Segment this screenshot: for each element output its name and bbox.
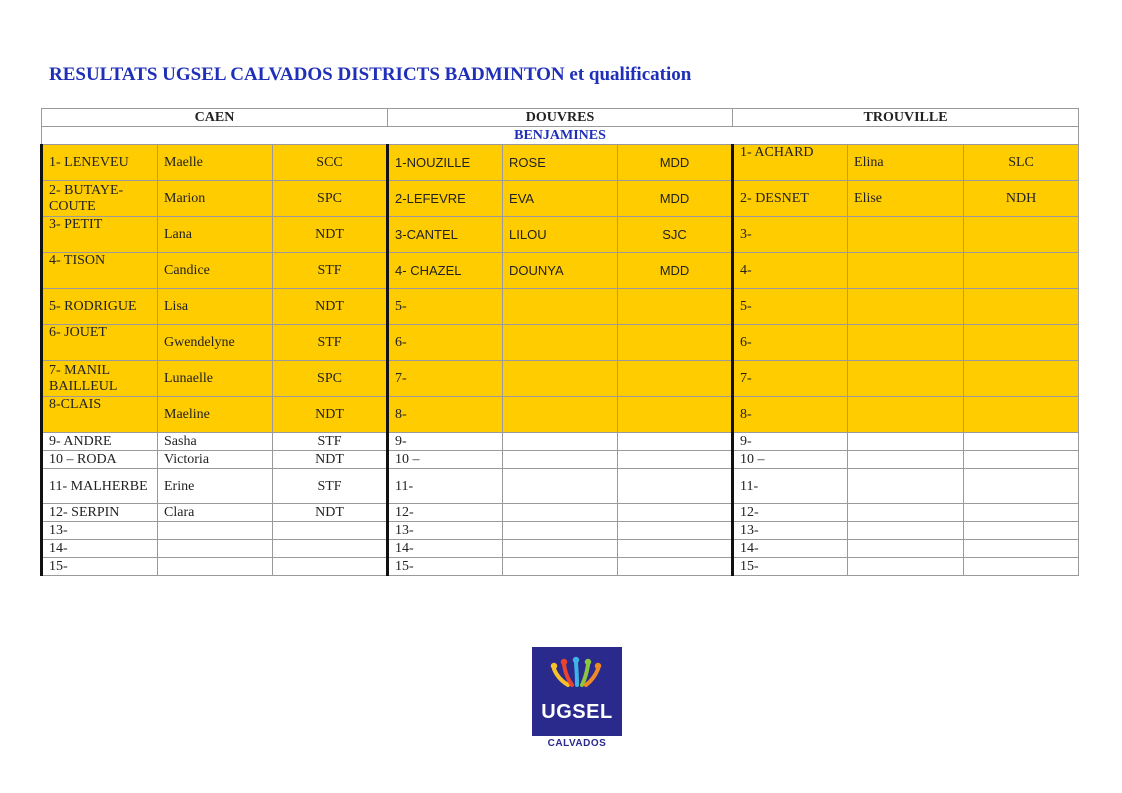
caen-rank-cell: 5- RODRIGUE — [42, 289, 158, 325]
douvres-club-cell: MDD — [618, 145, 733, 181]
douvres-club-cell: SJC — [618, 217, 733, 253]
douvres-club-cell — [618, 289, 733, 325]
trouville-rank-cell: 7- — [733, 361, 848, 397]
caen-club-cell — [273, 540, 388, 558]
caen-name-cell: Lana — [158, 217, 273, 253]
title-suffix: et qualification — [569, 64, 692, 85]
caen-rank-cell: 8-CLAIS — [42, 397, 158, 433]
douvres-club-cell — [618, 361, 733, 397]
caen-club-cell: NDT — [273, 217, 388, 253]
caen-club-cell: NDT — [273, 451, 388, 469]
caen-name-cell: Lisa — [158, 289, 273, 325]
douvres-rank-cell: 5- — [388, 289, 503, 325]
caen-name-cell: Marion — [158, 181, 273, 217]
trouville-name-cell — [848, 558, 964, 576]
douvres-rank-cell: 14- — [388, 540, 503, 558]
douvres-name-cell — [503, 397, 618, 433]
category-row — [42, 127, 1079, 145]
caen-club-cell: NDT — [273, 397, 388, 433]
douvres-rank-cell: 13- — [388, 522, 503, 540]
trouville-club-cell: NDH — [964, 181, 1079, 217]
trouville-rank-cell: 2- DESNET — [733, 181, 848, 217]
trouville-rank-cell: 4- — [733, 253, 848, 289]
trouville-name-cell — [848, 289, 964, 325]
douvres-name-cell — [503, 504, 618, 522]
caen-club-cell: SCC — [273, 145, 388, 181]
result-row — [42, 433, 1079, 451]
caen-club-cell: STF — [273, 433, 388, 451]
trouville-club-cell — [964, 504, 1079, 522]
trouville-club-cell — [964, 540, 1079, 558]
caen-name-cell: Maelle — [158, 145, 273, 181]
caen-rank-cell: 10 – RODA — [42, 451, 158, 469]
caen-rank-cell: 1- LENEVEU — [42, 145, 158, 181]
caen-club-cell: STF — [273, 469, 388, 504]
trouville-rank-cell: 13- — [733, 522, 848, 540]
douvres-rank-cell: 12- — [388, 504, 503, 522]
trouville-club-cell — [964, 325, 1079, 361]
douvres-rank-cell: 3-CANTEL — [388, 217, 503, 253]
caen-rank-cell: 3- PETIT — [42, 217, 158, 253]
douvres-rank-cell: 2-LEFEVRE — [388, 181, 503, 217]
caen-name-cell — [158, 558, 273, 576]
douvres-club-cell — [618, 451, 733, 469]
trouville-name-cell — [848, 469, 964, 504]
result-row — [42, 540, 1079, 558]
douvres-rank-cell: 15- — [388, 558, 503, 576]
district-header-caen: CAEN — [42, 109, 388, 127]
douvres-rank-cell: 11- — [388, 469, 503, 504]
caen-name-cell: Erine — [158, 469, 273, 504]
result-row — [42, 145, 1079, 181]
caen-rank-cell: 13- — [42, 522, 158, 540]
result-row — [42, 289, 1079, 325]
douvres-name-cell: EVA — [503, 181, 618, 217]
result-row — [42, 504, 1079, 522]
caen-name-cell: Maeline — [158, 397, 273, 433]
result-row — [42, 181, 1079, 217]
trouville-rank-cell: 12- — [733, 504, 848, 522]
result-row — [42, 217, 1079, 253]
trouville-club-cell — [964, 217, 1079, 253]
result-row — [42, 397, 1079, 433]
douvres-rank-cell: 10 – — [388, 451, 503, 469]
caen-rank-cell: 15- — [42, 558, 158, 576]
trouville-rank-cell: 10 – — [733, 451, 848, 469]
trouville-club-cell — [964, 451, 1079, 469]
douvres-rank-cell: 6- — [388, 325, 503, 361]
caen-rank-cell: 2- BUTAYE-COUTE — [42, 181, 158, 217]
caen-name-cell: Gwendelyne — [158, 325, 273, 361]
douvres-name-cell: LILOU — [503, 217, 618, 253]
trouville-rank-cell: 9- — [733, 433, 848, 451]
trouville-name-cell — [848, 217, 964, 253]
trouville-name-cell — [848, 540, 964, 558]
trouville-name-cell — [848, 522, 964, 540]
trouville-club-cell — [964, 433, 1079, 451]
caen-club-cell: SPC — [273, 361, 388, 397]
district-header-trouville: TROUVILLE — [733, 109, 1079, 127]
douvres-club-cell — [618, 397, 733, 433]
result-row — [42, 558, 1079, 576]
douvres-club-cell: MDD — [618, 181, 733, 217]
caen-name-cell: Lunaelle — [158, 361, 273, 397]
results-table — [40, 108, 1079, 576]
caen-name-cell: Clara — [158, 504, 273, 522]
douvres-name-cell — [503, 433, 618, 451]
caen-name-cell — [158, 540, 273, 558]
trouville-rank-cell: 14- — [733, 540, 848, 558]
caen-rank-cell: 4- TISON — [42, 253, 158, 289]
trouville-name-cell — [848, 253, 964, 289]
logo-subtitle: CALVADOS — [547, 738, 607, 749]
ugsel-logo — [532, 647, 622, 736]
result-row — [42, 253, 1079, 289]
douvres-club-cell — [618, 433, 733, 451]
douvres-name-cell — [503, 451, 618, 469]
douvres-club-cell: MDD — [618, 253, 733, 289]
trouville-name-cell: Elina — [848, 145, 964, 181]
caen-rank-cell: 6- JOUET — [42, 325, 158, 361]
trouville-club-cell — [964, 253, 1079, 289]
trouville-name-cell — [848, 433, 964, 451]
district-header-row — [42, 109, 1079, 127]
douvres-club-cell — [618, 522, 733, 540]
trouville-name-cell: Elise — [848, 181, 964, 217]
trouville-rank-cell: 11- — [733, 469, 848, 504]
trouville-rank-cell: 8- — [733, 397, 848, 433]
caen-name-cell: Victoria — [158, 451, 273, 469]
douvres-name-cell — [503, 540, 618, 558]
trouville-name-cell — [848, 504, 964, 522]
douvres-name-cell: ROSE — [503, 145, 618, 181]
result-row — [42, 325, 1079, 361]
category-label: BENJAMINES — [42, 127, 1079, 145]
caen-club-cell: NDT — [273, 289, 388, 325]
douvres-rank-cell: 7- — [388, 361, 503, 397]
trouville-rank-cell: 3- — [733, 217, 848, 253]
result-row — [42, 522, 1079, 540]
douvres-club-cell — [618, 504, 733, 522]
trouville-name-cell — [848, 451, 964, 469]
caen-club-cell: STF — [273, 253, 388, 289]
trouville-rank-cell: 15- — [733, 558, 848, 576]
trouville-club-cell — [964, 397, 1079, 433]
trouville-name-cell — [848, 397, 964, 433]
caen-club-cell: NDT — [273, 504, 388, 522]
trouville-club-cell — [964, 289, 1079, 325]
result-row — [42, 361, 1079, 397]
douvres-name-cell — [503, 558, 618, 576]
trouville-club-cell — [964, 469, 1079, 504]
result-row — [42, 451, 1079, 469]
caen-rank-cell: 12- SERPIN — [42, 504, 158, 522]
caen-name-cell: Candice — [158, 253, 273, 289]
douvres-name-cell: DOUNYA — [503, 253, 618, 289]
douvres-name-cell — [503, 325, 618, 361]
logo-word: UGSEL — [541, 701, 613, 723]
caen-name-cell: Sasha — [158, 433, 273, 451]
caen-rank-cell: 14- — [42, 540, 158, 558]
douvres-name-cell — [503, 361, 618, 397]
trouville-name-cell — [848, 361, 964, 397]
douvres-club-cell — [618, 325, 733, 361]
douvres-name-cell — [503, 469, 618, 504]
trouville-club-cell — [964, 522, 1079, 540]
trouville-rank-cell: 6- — [733, 325, 848, 361]
douvres-club-cell — [618, 540, 733, 558]
caen-rank-cell: 9- ANDRE — [42, 433, 158, 451]
caen-club-cell: SPC — [273, 181, 388, 217]
trouville-rank-cell: 5- — [733, 289, 848, 325]
caen-rank-cell: 7- MANIL BAILLEUL — [42, 361, 158, 397]
douvres-rank-cell: 8- — [388, 397, 503, 433]
trouville-club-cell — [964, 361, 1079, 397]
trouville-club-cell: SLC — [964, 145, 1079, 181]
douvres-club-cell — [618, 558, 733, 576]
douvres-rank-cell: 4- CHAZEL — [388, 253, 503, 289]
caen-name-cell — [158, 522, 273, 540]
douvres-name-cell — [503, 289, 618, 325]
trouville-club-cell — [964, 558, 1079, 576]
douvres-club-cell — [618, 469, 733, 504]
caen-club-cell — [273, 522, 388, 540]
caen-club-cell — [273, 558, 388, 576]
trouville-name-cell — [848, 325, 964, 361]
title-main: RESULTATS UGSEL CALVADOS DISTRICTS BADMINTON — [49, 64, 565, 85]
caen-rank-cell: 11- MALHERBE — [42, 469, 158, 504]
caen-club-cell: STF — [273, 325, 388, 361]
douvres-rank-cell: 1-NOUZILLE — [388, 145, 503, 181]
trouville-rank-cell: 1- ACHARD — [733, 145, 848, 181]
district-header-douvres: DOUVRES — [388, 109, 733, 127]
result-row — [42, 469, 1079, 504]
douvres-name-cell — [503, 522, 618, 540]
page-title — [49, 64, 691, 86]
douvres-rank-cell: 9- — [388, 433, 503, 451]
